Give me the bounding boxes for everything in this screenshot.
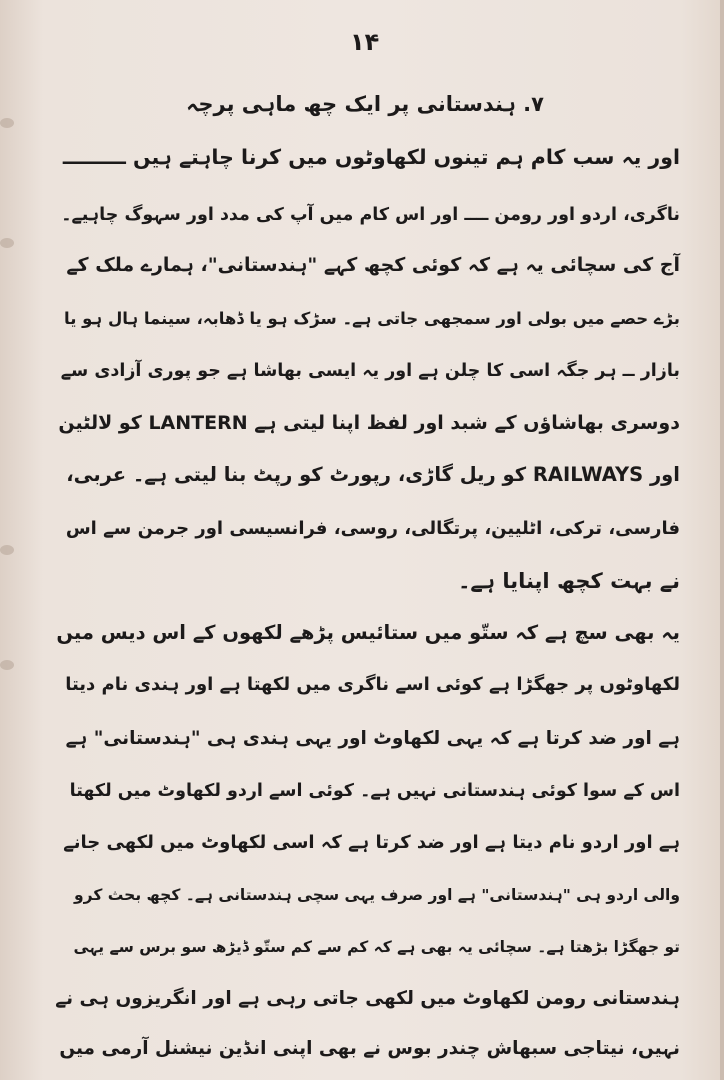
- binding-hole: [0, 545, 14, 555]
- text-line: اور RAILWAYS کو ریل گاڑی، رپورٹ کو رپٹ بنا لیتی ہے۔ عربی،: [66, 463, 680, 486]
- text-line: بازار ــ ہر جگہ اسی کا چلن ہے اور یہ ایسی بھاشا ہے جو پوری آزادی سے: [60, 361, 680, 381]
- text-line: یہ بھی سچ ہے کہ ستّو میں ستائیس پڑھے لکھوں کے اس دیس میں: [56, 621, 680, 644]
- text-line: اور یہ سب کام ہم تینوں لکھاوٹوں میں کرنا چاہتے ہیں ـــــــــ: [62, 145, 680, 169]
- binding-hole: [0, 118, 14, 128]
- text-line: نے بہت کچھ اپنایا ہے۔: [458, 569, 680, 593]
- text-line: آج کی سچائی یہ ہے کہ کوئی کچھ کہے "ہندستانی"، ہمارے ملک کے: [66, 254, 680, 276]
- text-line: ہے اور اردو نام دیتا ہے اور ضد کرتا ہے کہ اسی لکھاوٹ میں لکھی جانے: [63, 832, 680, 853]
- text-line: فارسی، ترکی، اٹلیین، پرتگالی، روسی، فرانسیسی اور جرمن سے اس: [65, 518, 680, 539]
- text-line: نہیں، نیتاجی سبھاش چندر بوس نے بھی اپنی انڈین نیشنل آرمی میں: [59, 1038, 680, 1059]
- binding-hole: [0, 238, 14, 248]
- text-line: بڑے حصے میں بولی اور سمجھی جاتی ہے۔ سڑک ہو یا ڈھابہ، سینما ہال ہو یا: [64, 309, 680, 328]
- text-line: تو جھگڑا بڑھتا ہے۔ سچائی یہ بھی ہے کہ کم سے کم ستّو ڈیڑھ سو برس سے یہی: [73, 938, 680, 956]
- text-line: اس کے سوا کوئی ہندستانی نہیں ہے۔ کوئی اسے اردو لکھاوٹ میں لکھتا: [69, 781, 680, 801]
- text-line: دوسری بھاشاؤں کے شبد اور لفظ اپنا لیتی ہے LANTERN کو لالٹین: [58, 412, 680, 434]
- page-edge: [720, 0, 724, 1080]
- text-line: والی اردو ہی "ہندستانی" ہے اور صرف یہی سچی ہندستانی ہے۔ کچھ بحث کرو: [74, 886, 680, 904]
- text-line: ہندستانی رومن لکھاوٹ میں لکھی جاتی رہی ہے اور انگریزوں ہی نے: [55, 988, 680, 1009]
- section-heading: ۷. ہندستانی پر ایک چھ ماہی پرچہ: [186, 92, 544, 116]
- text-line: ہے اور ضد کرتا ہے کہ یہی لکھاوٹ اور یہی ہندی ہی "ہندستانی" ہے: [65, 728, 680, 749]
- page-number: ۱۴: [350, 28, 380, 56]
- binding-hole: [0, 660, 14, 670]
- text-line: لکھاوٹوں پر جھگڑا ہے کوئی اسے ناگری میں لکھتا ہے اور ہندی نام دیتا: [65, 674, 680, 695]
- text-line: ناگری، اردو اور رومن ــــ اور اس کام میں آپ کی مدد اور سہوگ چاہیے۔: [61, 205, 680, 225]
